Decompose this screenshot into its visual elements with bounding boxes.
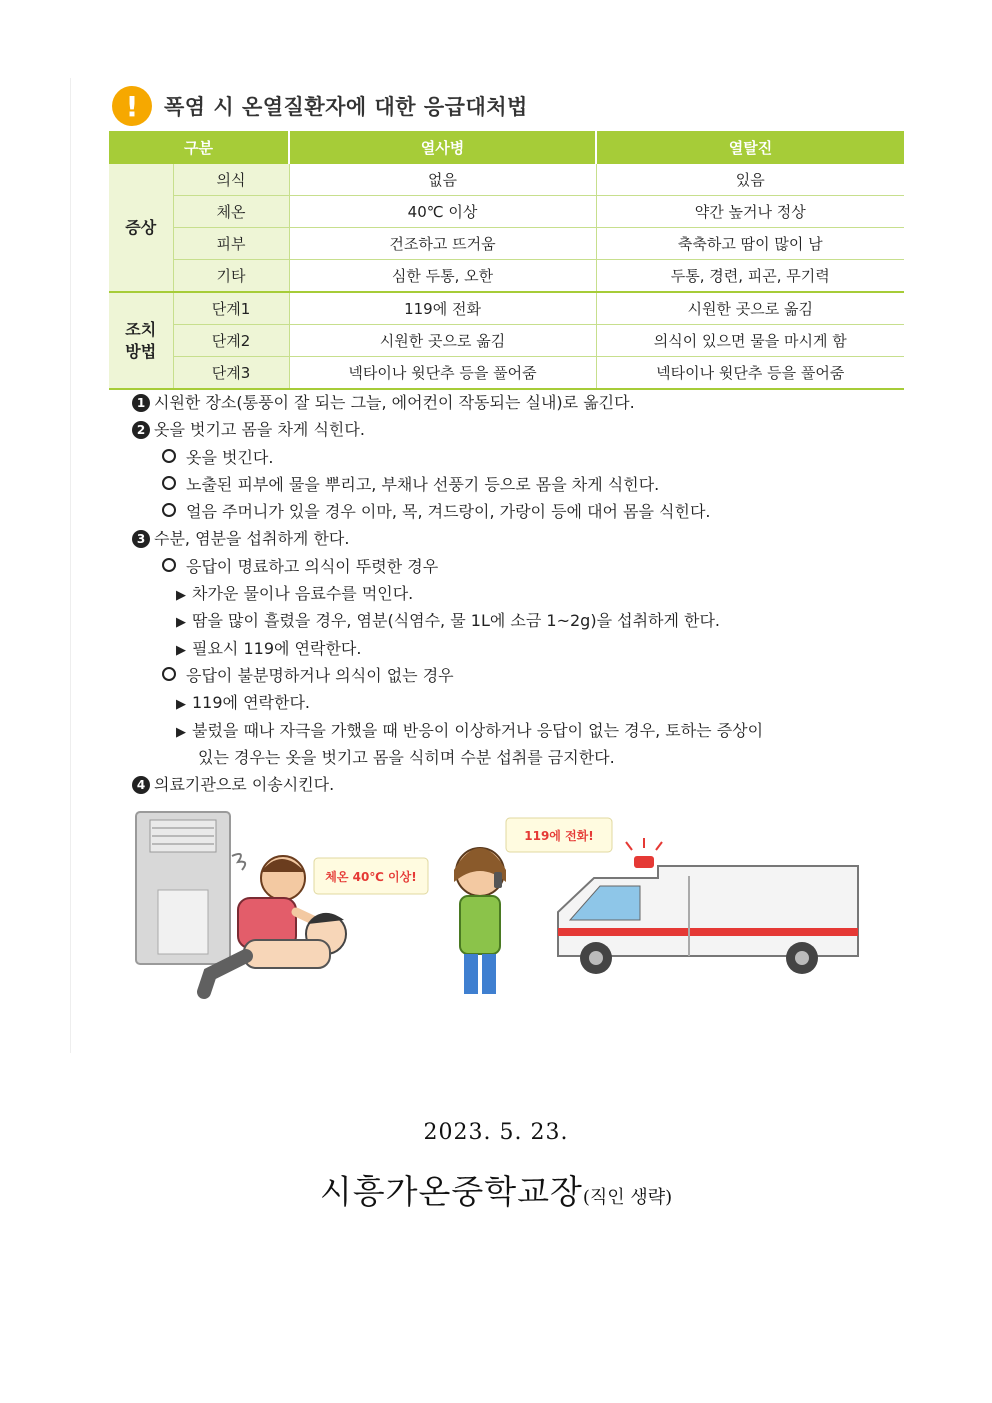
instruction-text: 차가운 물이나 음료수를 먹인다. (192, 584, 414, 604)
circle-bullet-icon (162, 503, 176, 517)
header-category: 구분 (109, 131, 289, 164)
circle-bullet-icon (162, 449, 176, 463)
heatstroke-cell: 심한 두통, 오한 (289, 260, 596, 293)
instruction-line (132, 717, 892, 744)
instruction-text: 있는 경우는 옷을 벗기고 몸을 식히며 수분 섭취를 금지한다. (198, 747, 615, 767)
speech-bubble-call (506, 818, 612, 852)
circle-bullet-icon (162, 558, 176, 572)
document-date: 2023. 5. 23. (423, 1120, 569, 1145)
circle-bullet-icon (162, 667, 176, 681)
row-item: 단계1 (173, 292, 289, 325)
row-item: 단계3 (173, 357, 289, 390)
row-item: 체온 (173, 196, 289, 228)
first-aid-table (109, 131, 904, 390)
instruction-text: 필요시 119에 연락한다. (192, 638, 362, 658)
instruction-line (132, 744, 892, 771)
instruction-text: 응답이 불분명하거나 의식이 없는 경우 (186, 665, 454, 685)
step-number-icon: 2 (132, 421, 150, 439)
heading-title: 폭염 시 온열질환자에 대한 응급대처법 (164, 95, 528, 119)
exhaustion-cell: 두통, 경련, 피곤, 무기력 (596, 260, 904, 293)
signature-name: 시흥가온중학교장 (319, 1172, 583, 1211)
step-number-icon: 1 (132, 394, 150, 412)
instruction-line (132, 580, 892, 607)
page-edge-line (70, 78, 71, 1053)
ambulance-icon (558, 838, 858, 974)
heatstroke-cell: 시원한 곳으로 옮김 (289, 325, 596, 357)
triangle-bullet-icon: ▶ (176, 588, 186, 604)
row-item: 피부 (173, 228, 289, 260)
instruction-line (132, 389, 892, 416)
header-heatstroke: 열사병 (289, 131, 596, 164)
instruction-line (132, 498, 892, 525)
triangle-bullet-icon: ▶ (176, 615, 186, 631)
header-heat-exhaustion: 열탈진 (596, 131, 904, 164)
instruction-line (132, 635, 892, 662)
section-heading (112, 86, 528, 126)
instruction-text: 119에 연락한다. (192, 693, 310, 713)
signature-note: (직인 생략) (582, 1187, 673, 1208)
heatstroke-cell: 없음 (289, 164, 596, 196)
exhaustion-cell: 시원한 곳으로 옮김 (596, 292, 904, 325)
instruction-line (132, 525, 892, 552)
exhaustion-cell: 있음 (596, 164, 904, 196)
triangle-bullet-icon: ▶ (176, 642, 186, 658)
heatstroke-cell: 넥타이나 윗단추 등을 풀어줌 (289, 357, 596, 390)
instruction-line (132, 553, 892, 580)
air-conditioner-icon (136, 812, 245, 964)
table-row (109, 325, 904, 357)
group-label-text: 방법 (125, 341, 157, 361)
instruction-text: 노출된 피부에 물을 뿌리고, 부채나 선풍기 등으로 몸을 차게 식힌다. (186, 474, 660, 494)
instruction-text: 땀을 많이 흘렸을 경우, 염분(식염수, 물 1L에 소금 1~2g)을 섭취하게 한다. (192, 611, 721, 631)
group-label-text: 조치 (125, 319, 157, 339)
triangle-bullet-icon: ▶ (176, 697, 186, 713)
speech-bubble-temperature (314, 858, 428, 894)
exhaustion-cell: 축축하고 땀이 많이 남 (596, 228, 904, 260)
group-label-measures (109, 292, 173, 389)
instruction-line (132, 662, 892, 689)
table-row (109, 292, 904, 325)
instruction-line (132, 771, 892, 798)
heatstroke-cell: 건조하고 뜨거움 (289, 228, 596, 260)
instruction-line (132, 607, 892, 634)
instruction-text: 수분, 염분을 섭취하게 한다. (154, 529, 350, 549)
instruction-line (132, 689, 892, 716)
exhaustion-cell: 넥타이나 윗단추 등을 풀어줌 (596, 357, 904, 390)
table-header-row (109, 131, 904, 164)
triangle-bullet-icon: ▶ (176, 724, 186, 740)
siren-icon (634, 856, 654, 868)
instruction-text: 응답이 명료하고 의식이 뚜렷한 경우 (186, 556, 439, 576)
instruction-text: 옷을 벗기고 몸을 차게 식힌다. (154, 420, 365, 440)
group-label-symptoms (109, 164, 173, 292)
table-row (109, 228, 904, 260)
exhaustion-cell: 의식이 있으면 물을 마시게 함 (596, 325, 904, 357)
instruction-text: 시원한 장소(통풍이 잘 되는 그늘, 에어컨이 작동되는 실내)로 옮긴다. (154, 393, 635, 412)
table-row (109, 164, 904, 196)
first-aid-illustration (128, 806, 898, 1011)
step-number-icon: 4 (132, 776, 150, 794)
bubble-call-text: 119에 전화! (524, 829, 594, 843)
heatstroke-cell: 119에 전화 (289, 292, 596, 325)
step-number-icon: 3 (132, 530, 150, 548)
row-item: 기타 (173, 260, 289, 293)
instruction-text: 의료기관으로 이송시킨다. (154, 775, 335, 795)
row-item: 단계2 (173, 325, 289, 357)
group-label-text: 증상 (125, 217, 157, 237)
circle-bullet-icon (162, 476, 176, 490)
heatstroke-cell: 40℃ 이상 (289, 196, 596, 228)
instruction-text: 얼음 주머니가 있을 경우 이마, 목, 겨드랑이, 가랑이 등에 대어 몸을 식힌다. (186, 502, 711, 522)
bubble-temp-text: 체온 40℃ 이상! (325, 870, 417, 884)
exhaustion-cell: 약간 높거나 정상 (596, 196, 904, 228)
instruction-line (132, 471, 892, 498)
exclamation-icon: ! (112, 86, 152, 126)
instruction-text: 불렀을 때나 자극을 가했을 때 반응이 이상하거나 응답이 없는 경우, 토하는 증상이 (192, 720, 764, 740)
instruction-text: 옷을 벗긴다. (186, 447, 274, 467)
table-row (109, 260, 904, 293)
instruction-line (132, 444, 892, 471)
caller-figure (454, 848, 506, 994)
table-row (109, 196, 904, 228)
signature-block (0, 1166, 992, 1213)
row-item: 의식 (173, 164, 289, 196)
instruction-line (132, 416, 892, 443)
instruction-list (132, 389, 892, 798)
table-row (109, 357, 904, 390)
phone-icon (494, 872, 502, 888)
